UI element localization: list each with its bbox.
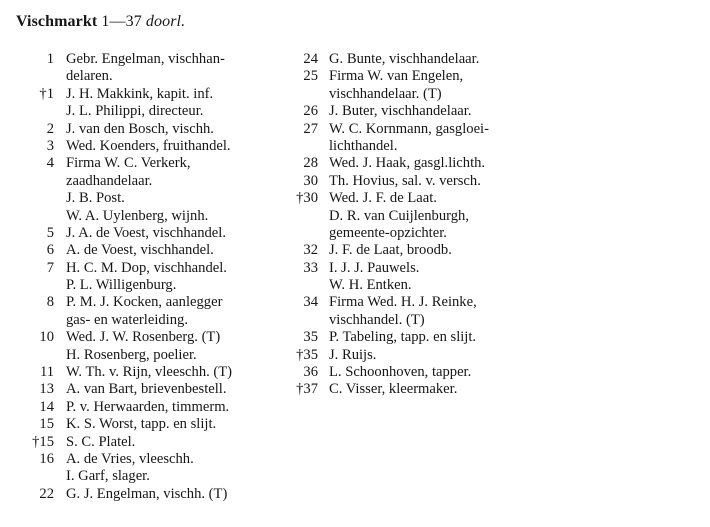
house-number-range: 1—37 <box>101 13 142 30</box>
house-number: 6 <box>46 242 54 259</box>
directory-entry <box>22 381 280 398</box>
house-number: 13 <box>39 381 54 398</box>
resident-text: K. S. Worst, tapp. en slijt. <box>66 416 217 433</box>
resident-text: W. H. Entken. <box>329 277 412 294</box>
house-number: 15 <box>39 416 54 433</box>
resident-text: C. Visser, kleermaker. <box>329 381 458 398</box>
directory-entry <box>22 155 280 172</box>
resident-text: Firma W. C. Verkerk, <box>66 155 191 172</box>
directory-entry <box>22 329 280 346</box>
directory-entry <box>22 260 280 277</box>
directory-entry <box>288 121 548 138</box>
resident-text: Firma W. van Engelen, <box>329 68 464 85</box>
directory-entry <box>288 312 548 329</box>
directory-entry <box>22 68 280 85</box>
resident-text: I. Garf, slager. <box>66 468 150 485</box>
resident-text: Th. Hovius, sal. v. versch. <box>329 172 481 189</box>
resident-text: L. Schoonhoven, tapper. <box>329 364 472 381</box>
resident-text: J. F. de Laat, broodb. <box>329 242 452 259</box>
resident-text: gas- en waterleiding. <box>66 311 188 328</box>
house-number: 3 <box>46 137 54 154</box>
right-column <box>288 51 548 399</box>
directory-entry <box>288 155 548 172</box>
directory-entry <box>288 277 548 294</box>
directory-entry <box>22 312 280 329</box>
house-number: 8 <box>46 294 54 311</box>
heading-suffix: doorl. <box>145 13 186 30</box>
resident-text: vischhandel. (T) <box>329 311 425 328</box>
directory-entry <box>22 138 280 155</box>
resident-text: J. L. Philippi, directeur. <box>66 103 204 120</box>
resident-text: H. Rosenberg, poelier. <box>66 346 197 363</box>
directory-entry <box>22 190 280 207</box>
house-number: 22 <box>39 485 54 502</box>
resident-text: W. Th. v. Rijn, vleeschh. (T) <box>66 364 233 381</box>
house-number: 33 <box>303 259 318 276</box>
directory-entry <box>288 381 548 398</box>
resident-text: zaadhandelaar. <box>66 172 153 189</box>
resident-text: G. J. Engelman, vischh. (T) <box>66 485 228 502</box>
resident-text: J. Ruijs. <box>329 346 377 363</box>
resident-text: Wed. J. F. de Laat. <box>329 190 437 207</box>
resident-text: P. L. Willigenburg. <box>66 277 177 294</box>
resident-text: G. Bunte, vischhandelaar. <box>329 51 480 67</box>
directory-entry <box>288 225 548 242</box>
directory-entry <box>22 51 280 68</box>
house-number: †1 <box>39 85 54 102</box>
house-number: 36 <box>303 364 318 381</box>
house-number: 27 <box>303 120 318 137</box>
house-number: 4 <box>46 155 54 172</box>
resident-text: D. R. van Cuijlenburgh, <box>329 207 469 224</box>
house-number: 26 <box>303 103 318 120</box>
directory-entry <box>288 51 548 68</box>
directory-entry <box>288 190 548 207</box>
directory-entry <box>288 103 548 120</box>
house-number: 5 <box>46 224 54 241</box>
resident-text: gemeente-opzichter. <box>329 224 447 241</box>
resident-text: S. C. Platel. <box>66 433 136 450</box>
resident-text: Gebr. Engelman, vischhan- <box>66 51 225 67</box>
resident-text: A. de Voest, vischhandel. <box>66 242 214 259</box>
directory-entry <box>288 68 548 85</box>
directory-entry <box>22 294 280 311</box>
directory-entry <box>22 347 280 364</box>
resident-text: J. B. Post. <box>66 190 125 207</box>
directory-entry <box>22 451 280 468</box>
resident-text: J. Buter, vischhandelaar. <box>329 103 472 120</box>
directory-entry <box>22 121 280 138</box>
directory-entry <box>22 399 280 416</box>
directory-entry <box>22 225 280 242</box>
directory-entry <box>288 208 548 225</box>
resident-text: A. van Bart, brievenbestell. <box>66 381 227 398</box>
directory-entry <box>288 347 548 364</box>
directory-entry <box>288 260 548 277</box>
house-number: 34 <box>303 294 318 311</box>
directory-entry <box>22 103 280 120</box>
house-number: †37 <box>296 381 318 398</box>
directory-entry <box>22 86 280 103</box>
resident-text: J. A. de Voest, vischhandel. <box>66 224 226 241</box>
house-number: 30 <box>303 172 318 189</box>
directory-entry <box>22 416 280 433</box>
directory-entry <box>22 434 280 451</box>
house-number: †30 <box>296 190 318 207</box>
house-number: 16 <box>39 450 54 467</box>
directory-entry <box>22 277 280 294</box>
directory-entry <box>288 364 548 381</box>
directory-entry <box>288 242 548 259</box>
house-number: †15 <box>32 433 54 450</box>
resident-text: J. H. Makkink, kapit. inf. <box>66 85 214 102</box>
directory-entry <box>22 468 280 485</box>
resident-text: P. v. Herwaarden, timmerm. <box>66 398 230 415</box>
resident-text: A. de Vries, vleeschh. <box>66 450 194 467</box>
directory-entry <box>22 242 280 259</box>
house-number: 2 <box>46 120 54 137</box>
house-number: †35 <box>296 346 318 363</box>
house-number: 24 <box>303 51 318 67</box>
house-number: 7 <box>46 259 54 276</box>
resident-text: H. C. M. Dop, vischhandel. <box>66 259 227 276</box>
resident-text: W. A. Uylenberg, wijnh. <box>66 207 209 224</box>
directory-entry <box>288 86 548 103</box>
resident-text: P. Tabeling, tapp. en slijt. <box>329 329 477 346</box>
directory-entry <box>22 364 280 381</box>
resident-text: lichthandel. <box>329 137 398 154</box>
house-number: 10 <box>39 329 54 346</box>
house-number: 35 <box>303 329 318 346</box>
directory-entry <box>288 138 548 155</box>
directory-entry <box>288 294 548 311</box>
resident-text: Wed. Koenders, fruithandel. <box>66 137 231 154</box>
directory-entry <box>22 173 280 190</box>
street-name: Vischmarkt <box>16 13 98 30</box>
directory-entry <box>22 486 280 503</box>
resident-text: P. M. J. Kocken, aanlegger <box>66 294 223 311</box>
house-number: 11 <box>39 364 54 381</box>
house-number: 25 <box>303 68 318 85</box>
street-heading <box>16 13 185 31</box>
resident-text: Firma Wed. H. J. Reinke, <box>329 294 477 311</box>
directory-entry <box>22 208 280 225</box>
left-column <box>22 51 280 503</box>
directory-entry <box>288 173 548 190</box>
resident-text: Wed. J. Haak, gasgl.lichth. <box>329 155 486 172</box>
resident-text: delaren. <box>66 68 113 85</box>
house-number: 14 <box>39 398 54 415</box>
resident-text: Wed. J. W. Rosenberg. (T) <box>66 329 221 346</box>
house-number: 1 <box>46 51 54 67</box>
resident-text: I. J. J. Pauwels. <box>329 259 420 276</box>
resident-text: W. C. Kornmann, gasgloei- <box>329 120 489 137</box>
house-number: 28 <box>303 155 318 172</box>
resident-text: vischhandelaar. (T) <box>329 85 442 102</box>
directory-entry <box>288 329 548 346</box>
resident-text: J. van den Bosch, vischh. <box>66 120 214 137</box>
house-number: 32 <box>303 242 318 259</box>
